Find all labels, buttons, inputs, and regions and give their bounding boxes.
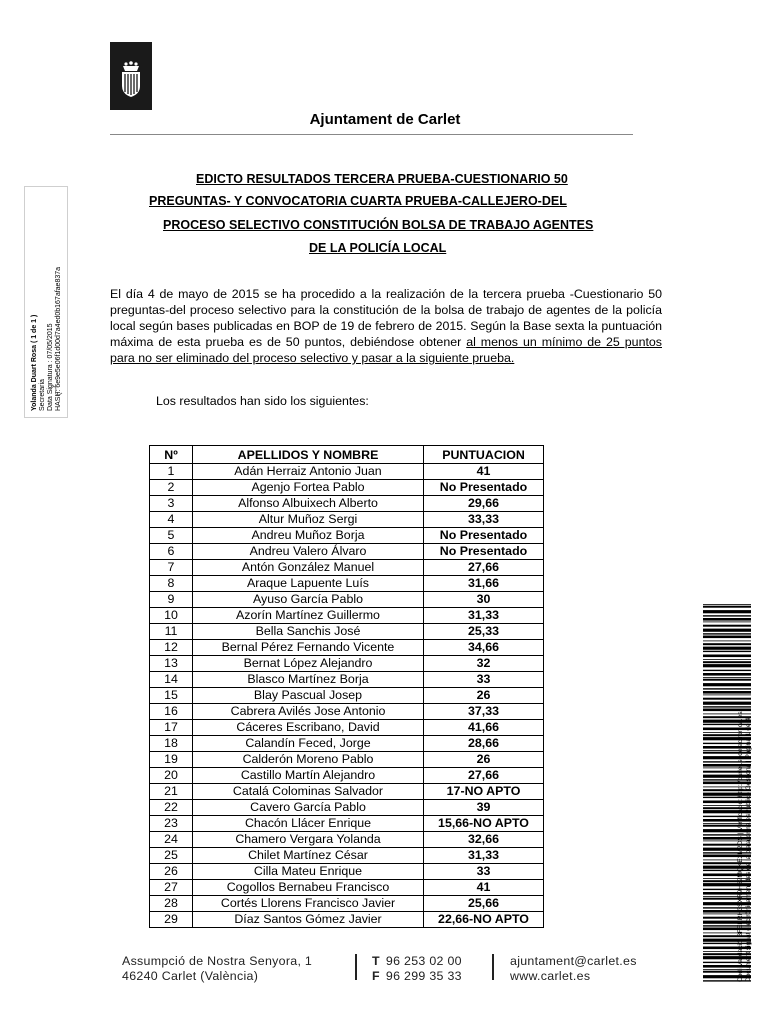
table-row	[150, 816, 544, 832]
table-row	[150, 832, 544, 848]
phone-label: T	[372, 954, 380, 968]
table-row	[150, 768, 544, 784]
cell-score: 22,66-NO APTO	[424, 912, 544, 928]
table-row	[150, 848, 544, 864]
table-row	[150, 512, 544, 528]
cell-number: 21	[150, 784, 193, 800]
cell-number: 5	[150, 528, 193, 544]
validation-document: Document signat electrònicament des de la plataforma esPublico Gestiona | Pàgina 1 de 4	[745, 717, 752, 982]
cell-score: No Presentado	[424, 528, 544, 544]
cell-name: Alfonso Albuixech Alberto	[193, 496, 424, 512]
cell-number: 27	[150, 880, 193, 896]
table-row	[150, 624, 544, 640]
cell-score: 34,66	[424, 640, 544, 656]
cell-name: Ayuso García Pablo	[193, 592, 424, 608]
cell-score: 41	[424, 464, 544, 480]
signature-signer: Yolanda Duart Rosa ( 1 de 1 )	[31, 314, 38, 411]
cell-score: 27,66	[424, 560, 544, 576]
signature-date: Data Signatura : 07/05/2015	[47, 323, 54, 411]
cell-score: 26	[424, 752, 544, 768]
main-paragraph	[110, 286, 662, 366]
cell-number: 10	[150, 608, 193, 624]
cell-score: 17-NO APTO	[424, 784, 544, 800]
signature-hash: HASH: 6e9e5e06f1d00d7a4ed0b167afae837a	[55, 266, 62, 411]
signature-role: Secretaria	[39, 379, 46, 411]
table-row	[150, 912, 544, 928]
cell-name: Chamero Vergara Yolanda	[193, 832, 424, 848]
table-row	[150, 800, 544, 816]
cell-number: 6	[150, 544, 193, 560]
cell-name: Araque Lapuente Luís	[193, 576, 424, 592]
cell-score: 33	[424, 864, 544, 880]
cell-name: Antón González Manuel	[193, 560, 424, 576]
cell-number: 7	[150, 560, 193, 576]
cell-number: 3	[150, 496, 193, 512]
table-row	[150, 560, 544, 576]
cell-score: 31,33	[424, 848, 544, 864]
cell-name: Castillo Martín Alejandro	[193, 768, 424, 784]
edict-title-line-2: PREGUNTAS- Y CONVOCATORIA CUARTA PRUEBA-CALLEJERO-DEL	[149, 194, 567, 208]
cell-number: 23	[150, 816, 193, 832]
table-row	[150, 784, 544, 800]
cell-score: 31,66	[424, 576, 544, 592]
cell-name: Bella Sanchis José	[193, 624, 424, 640]
cell-score: 37,33	[424, 704, 544, 720]
column-header-number: Nº	[150, 446, 193, 464]
table-row	[150, 608, 544, 624]
cell-score: 32,66	[424, 832, 544, 848]
cell-name: Andreu Valero Álvaro	[193, 544, 424, 560]
cell-score: 33	[424, 672, 544, 688]
cell-score: 25,66	[424, 896, 544, 912]
table-row	[150, 880, 544, 896]
paragraph-underlined-text: al menos un mínimo de 25 puntos para no ser eliminado del proceso selectivo y pasar a la siguiente prueba.	[110, 335, 662, 365]
cell-name: Azorín Martínez Guillermo	[193, 608, 424, 624]
cell-number: 19	[150, 752, 193, 768]
email-link[interactable]: ajuntament@carlet.es	[510, 954, 637, 968]
phone-number: 96 253 02 00	[385, 954, 462, 968]
cell-number: 22	[150, 800, 193, 816]
cell-name: Adán Herraiz Antonio Juan	[193, 464, 424, 480]
header-divider	[110, 134, 633, 135]
cell-score: No Presentado	[424, 544, 544, 560]
cell-name: Díaz Santos Gómez Javier	[193, 912, 424, 928]
footer-divider	[355, 954, 357, 980]
cell-name: Bernal Pérez Fernando Vicente	[193, 640, 424, 656]
cell-number: 2	[150, 480, 193, 496]
table-row	[150, 640, 544, 656]
address-line-2: 46240 Carlet (València)	[122, 969, 259, 983]
cell-score: 28,66	[424, 736, 544, 752]
cell-name: Altur Muñoz Sergi	[193, 512, 424, 528]
cell-score: 29,66	[424, 496, 544, 512]
cell-number: 16	[150, 704, 193, 720]
results-intro: Los resultados han sido los siguientes:	[156, 394, 369, 408]
signature-text-block	[26, 186, 62, 416]
column-header-name: APELLIDOS Y NOMBRE	[193, 446, 424, 464]
cell-score: 26	[424, 688, 544, 704]
cell-score: 25,33	[424, 624, 544, 640]
cell-score: 27,66	[424, 768, 544, 784]
table-row	[150, 752, 544, 768]
paragraph-text: El día 4 de mayo de 2015 se ha procedido a la realización de la tercera prueba -Cuestionario 50 preguntas-del proceso selectivo para la constitución de la bolsa de trabajo de agentes de la policía local según bases publicadas en BOP de 19 de febrero de 2015. Según la Base sexta la puntuación máxima de esta prueba es de 50 puntos, debiéndose obtener	[110, 287, 662, 349]
cell-score: 41,66	[424, 720, 544, 736]
cell-name: Catalá Colominas Salvador	[193, 784, 424, 800]
cell-name: Chacón Llácer Enrique	[193, 816, 424, 832]
cell-score: 33,33	[424, 512, 544, 528]
cell-number: 9	[150, 592, 193, 608]
footer-divider	[492, 954, 494, 980]
cell-number: 17	[150, 720, 193, 736]
cell-name: Cabrera Avilés Jose Antonio	[193, 704, 424, 720]
table-row	[150, 464, 544, 480]
edict-title-line-1: EDICTO RESULTADOS TERCERA PRUEBA-CUESTIONARIO 50	[196, 172, 568, 186]
web-link[interactable]: www.carlet.es	[510, 969, 591, 983]
table-row	[150, 864, 544, 880]
cell-name: Calandín Feced, Jorge	[193, 736, 424, 752]
cell-number: 4	[150, 512, 193, 528]
edict-title-line-3: PROCESO SELECTIVO CONSTITUCIÓN BOLSA DE TRABAJO AGENTES	[163, 218, 594, 232]
cell-number: 28	[150, 896, 193, 912]
cell-score: 39	[424, 800, 544, 816]
cell-name: Agenjo Fortea Pablo	[193, 480, 424, 496]
cell-score: 32	[424, 656, 544, 672]
cell-number: 26	[150, 864, 193, 880]
validation-code: Codi Validació: 3FEKRH3SXR9H62MQKE2M2DS | Verificació: http://carlet.sedelectronica.es/	[737, 709, 744, 982]
fax-number: 96 299 35 33	[385, 969, 462, 983]
table-row	[150, 688, 544, 704]
validation-text	[728, 604, 768, 984]
municipal-logo	[110, 42, 152, 110]
cell-number: 13	[150, 656, 193, 672]
cell-number: 18	[150, 736, 193, 752]
table-row	[150, 528, 544, 544]
cell-name: Andreu Muñoz Borja	[193, 528, 424, 544]
cell-number: 11	[150, 624, 193, 640]
cell-name: Blay Pascual Josep	[193, 688, 424, 704]
column-header-score: PUNTUACION	[424, 446, 544, 464]
cell-number: 15	[150, 688, 193, 704]
table-row	[150, 672, 544, 688]
cell-name: Cáceres Escribano, David	[193, 720, 424, 736]
cell-score: No Presentado	[424, 480, 544, 496]
cell-name: Calderón Moreno Pablo	[193, 752, 424, 768]
cell-name: Cavero García Pablo	[193, 800, 424, 816]
cell-number: 20	[150, 768, 193, 784]
cell-name: Cogollos Bernabeu Francisco	[193, 880, 424, 896]
cell-number: 12	[150, 640, 193, 656]
cell-name: Bernat López Alejandro	[193, 656, 424, 672]
council-name: Ajuntament de Carlet	[309, 111, 461, 128]
cell-number: 24	[150, 832, 193, 848]
table-header-row	[150, 446, 544, 464]
table-row	[150, 656, 544, 672]
cell-name: Cortés Llorens Francisco Javier	[193, 896, 424, 912]
cell-name: Chilet Martínez César	[193, 848, 424, 864]
cell-number: 14	[150, 672, 193, 688]
table-row	[150, 592, 544, 608]
cell-number: 25	[150, 848, 193, 864]
footer-contact	[510, 954, 637, 984]
cell-name: Blasco Martínez Borja	[193, 672, 424, 688]
table-row	[150, 736, 544, 752]
cell-score: 41	[424, 880, 544, 896]
results-table	[149, 445, 544, 928]
table-row	[150, 896, 544, 912]
cell-number: 29	[150, 912, 193, 928]
table-row	[150, 576, 544, 592]
cell-name: Cilla Mateu Enrique	[193, 864, 424, 880]
edict-title-line-4: DE LA POLICÍA LOCAL	[309, 241, 447, 255]
table-row	[150, 720, 544, 736]
table-row	[150, 544, 544, 560]
table-row	[150, 480, 544, 496]
fax-label: F	[372, 969, 380, 983]
footer-address	[122, 954, 312, 984]
table-row	[150, 496, 544, 512]
cell-score: 30	[424, 592, 544, 608]
cell-number: 1	[150, 464, 193, 480]
address-line-1: Assumpció de Nostra Senyora, 1	[122, 954, 313, 968]
cell-score: 15,66-NO APTO	[424, 816, 544, 832]
footer-phones	[372, 954, 462, 984]
cell-number: 8	[150, 576, 193, 592]
cell-score: 31,33	[424, 608, 544, 624]
table-row	[150, 704, 544, 720]
